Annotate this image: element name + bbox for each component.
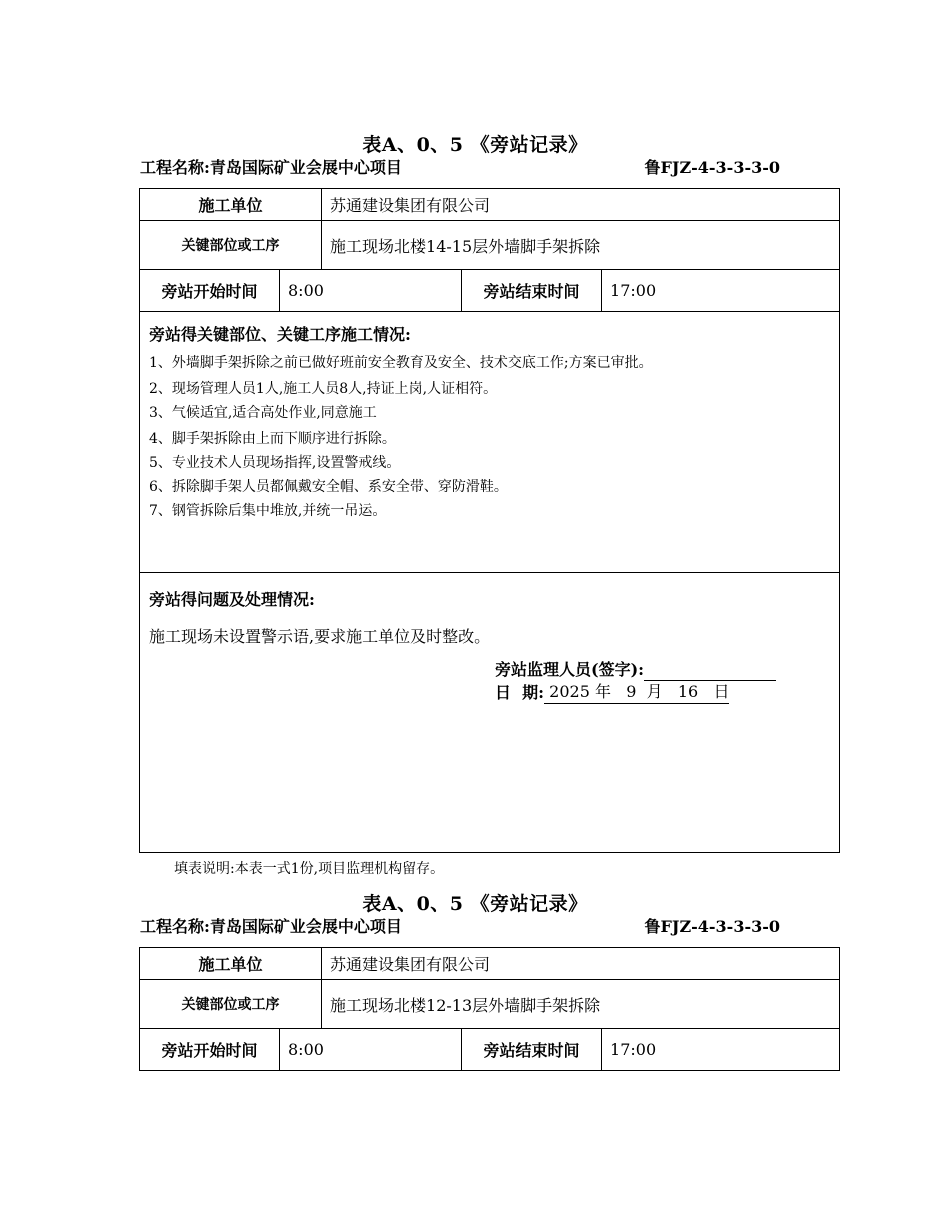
form2-unit-label: 施工单位 [140,948,322,980]
form1-problem-section [140,573,840,853]
form2-table [139,947,840,1071]
form1-end-label: 旁站结束时间 [462,270,602,312]
form1-project-name: 工程名称:青岛国际矿业会展中心项目 [140,158,402,177]
form1-problem-heading: 旁站得问题及处理情况: [149,590,315,609]
form1-signer-label: 旁站监理人员(签字): [495,660,645,679]
form1-table [139,188,840,853]
form1-end-value: 17:00 [602,270,840,312]
form2-code: 鲁FJZ-4-3-3-3-0 [644,917,780,936]
form1-situation-heading: 旁站得关键部位、关键工序施工情况: [149,325,411,344]
form2-end-value: 17:00 [602,1029,840,1071]
form1-project-row [140,155,780,178]
form1-unit-value: 苏通建设集团有限公司 [322,189,840,221]
situation-item: 5、专业技术人员现场指挥,设置警戒线。 [149,455,401,471]
form2-key-label: 关键部位或工序 [140,980,322,1029]
form1-start-label: 旁站开始时间 [140,270,280,312]
form2-end-label: 旁站结束时间 [462,1029,602,1071]
situation-item: 3、气候适宜,适合高处作业,同意施工 [149,405,377,421]
form1-date-label: 日 期: [495,683,545,702]
form2-project-name: 工程名称:青岛国际矿业会展中心项目 [140,917,402,936]
form2-start-value: 8:00 [280,1029,462,1071]
situation-item: 1、外墙脚手架拆除之前已做好班前安全教育及安全、技术交底工作;方案已审批。 [149,355,653,371]
fill-note: 填表说明:本表一式1份,项目监理机构留存。 [174,861,445,877]
form2-key-value: 施工现场北楼12-13层外墙脚手架拆除 [322,980,840,1029]
form1-problem-text: 施工现场未设置警示语,要求施工单位及时整改。 [149,627,491,646]
form1-signature-line[interactable] [644,662,776,681]
situation-item: 6、拆除脚手架人员都佩戴安全帽、系安全带、穿防滑鞋。 [149,479,508,495]
form1-signature-block [495,659,830,704]
form1-title: 表A、0、5 《旁站记录》 [362,134,588,156]
form1-unit-label: 施工单位 [140,189,322,221]
form2-project-row [140,914,780,937]
form1-date-value: 2025 年 9 月 16 日 [544,681,729,704]
situation-item: 7、钢管拆除后集中堆放,并统一吊运。 [149,503,387,519]
form1-code: 鲁FJZ-4-3-3-3-0 [644,158,780,177]
form1-situation-section [140,312,840,573]
form1-start-value: 8:00 [280,270,462,312]
form2-title: 表A、0、5 《旁站记录》 [362,893,588,915]
form1-key-label: 关键部位或工序 [140,221,322,270]
situation-item: 4、脚手架拆除由上而下顺序进行拆除。 [149,431,396,447]
situation-item: 2、现场管理人员1人,施工人员8人,持证上岗,人证相符。 [149,381,498,397]
form1-key-value: 施工现场北楼14-15层外墙脚手架拆除 [322,221,840,270]
form2-start-label: 旁站开始时间 [140,1029,280,1071]
form2-unit-value: 苏通建设集团有限公司 [322,948,840,980]
